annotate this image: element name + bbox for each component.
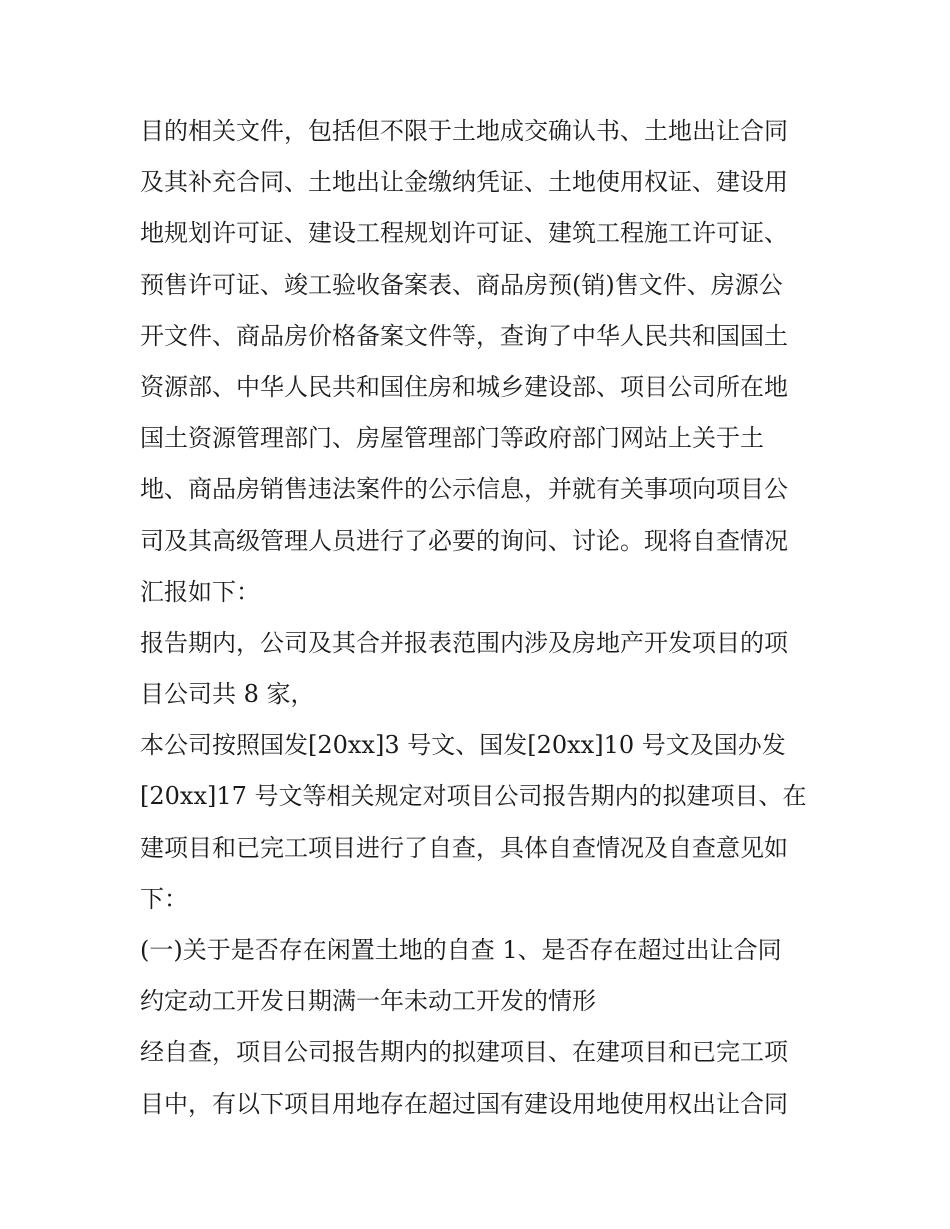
- text-line: 建项目和已完工项目进行了自查，具体自查情况及自查意见如: [140, 833, 788, 862]
- text-line: 地规划许可证、建设工程规划许可证、建筑工程施工许可证、: [140, 219, 788, 248]
- text-line: 司及其高级管理人员进行了必要的询问、讨论。现将自查情况: [140, 526, 788, 555]
- text-line: 预售许可证、竣工验收备案表、商品房预(销)售文件、房源公: [140, 270, 783, 299]
- text-line: 资源部、中华人民共和国住房和城乡建设部、项目公司所在地: [140, 372, 788, 401]
- document-body: [140, 106, 820, 1130]
- text-line: [20xx]17 号文等相关规定对项目公司报告期内的拟建项目、在: [140, 782, 807, 811]
- text-line: 国土资源管理部门、房屋管理部门等政府部门网站上关于土: [140, 424, 764, 453]
- text-line: 下：: [140, 884, 188, 913]
- text-line: 目公司共 8 家，: [140, 680, 315, 709]
- text-line: 及其补充合同、土地出让金缴纳凭证、土地使用权证、建设用: [140, 168, 788, 197]
- text-line: 目的相关文件，包括但不限于土地成交确认书、土地出让合同: [140, 117, 788, 145]
- text-line: 本公司按照国发[20xx]3 号文、国发[20xx]10 号文及国办发: [140, 731, 786, 760]
- text-line: (一)关于是否存在闲置土地的自查 1、是否存在超过出让合同: [140, 936, 782, 964]
- text-line: 报告期内，公司及其合并报表范围内涉及房地产开发项目的项: [140, 628, 788, 657]
- text-line: 经自查，项目公司报告期内的拟建项目、在建项目和已完工项: [140, 1038, 788, 1067]
- text-line: 目中，有以下项目用地存在超过国有建设用地使用权出让合同: [140, 1089, 788, 1118]
- text-line: 地、商品房销售违法案件的公示信息，并就有关事项向项目公: [140, 475, 788, 504]
- text-line: 汇报如下：: [140, 577, 260, 606]
- text-line: 约定动工开发日期满一年未动工开发的情形: [140, 987, 596, 1016]
- text-line: 开文件、商品房价格备案文件等，查询了中华人民共和国国土: [140, 321, 788, 350]
